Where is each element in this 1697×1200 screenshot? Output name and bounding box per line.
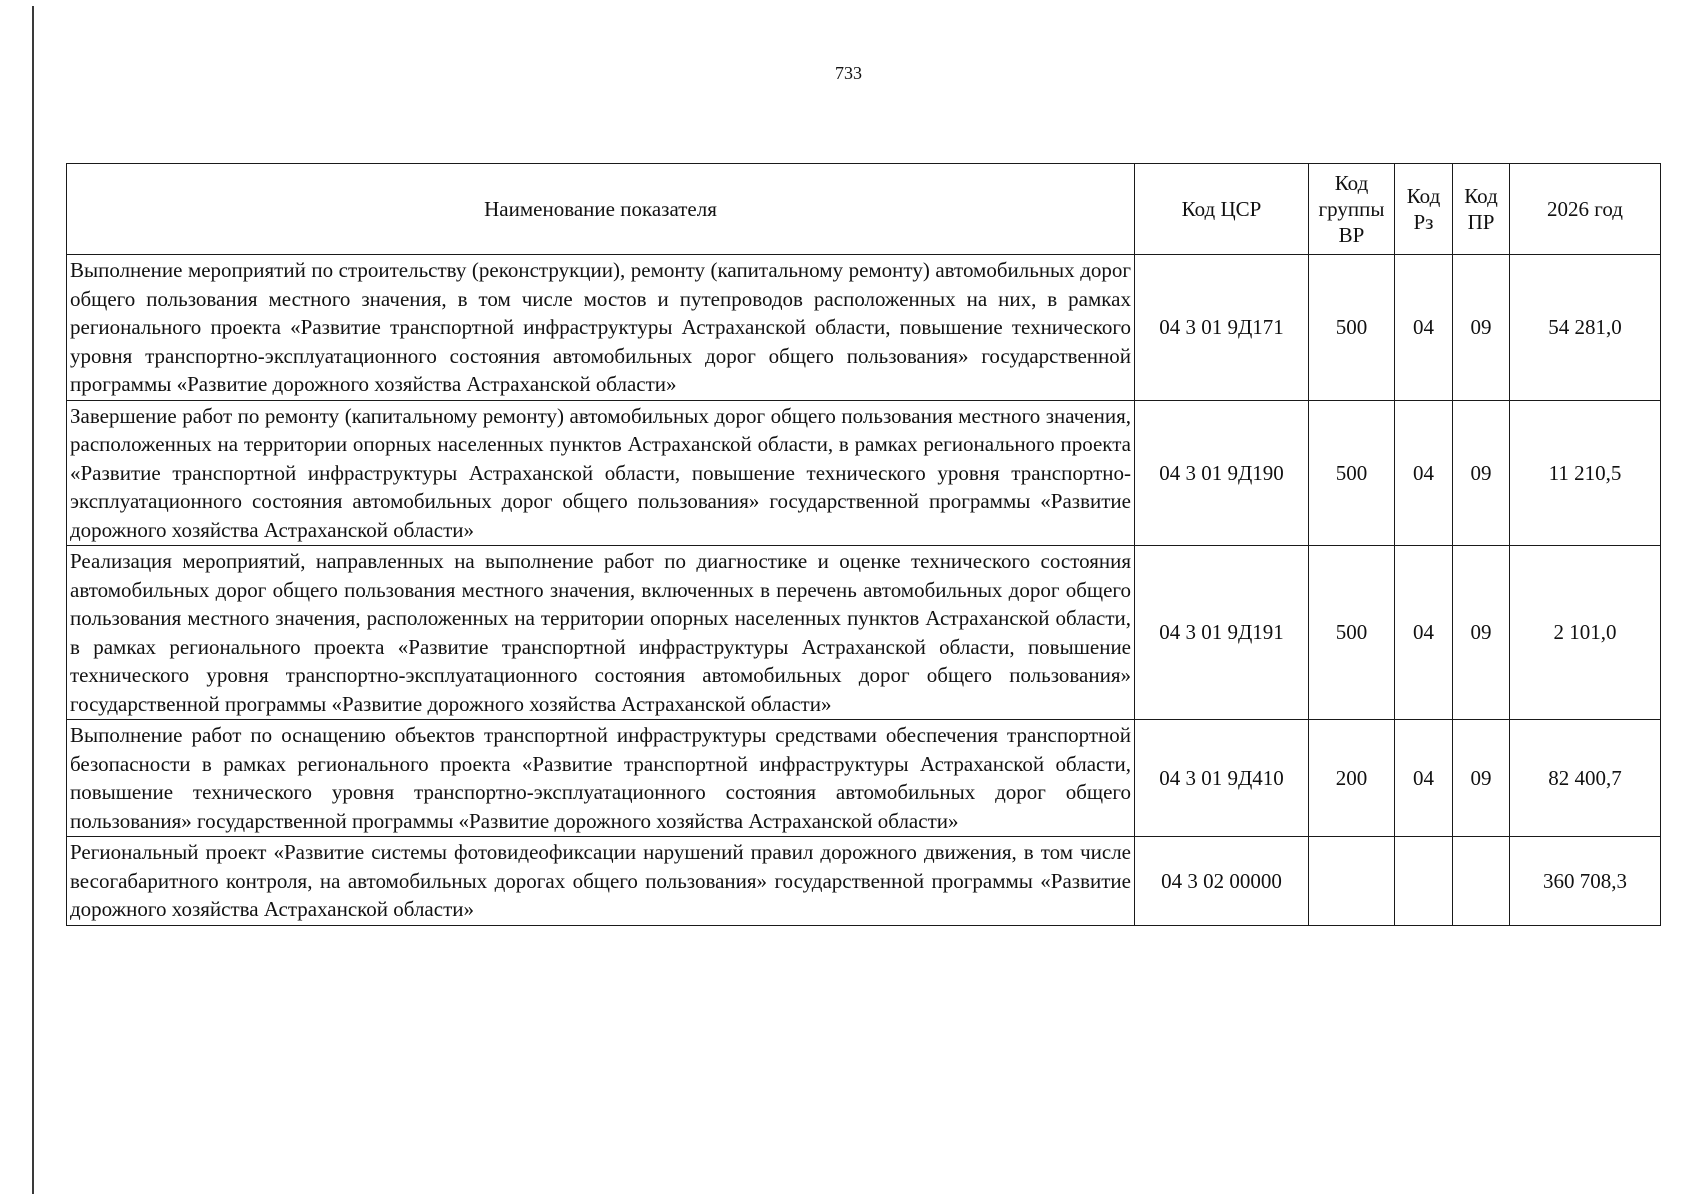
row-amount: 82 400,7 <box>1510 720 1661 837</box>
row-amount: 54 281,0 <box>1510 255 1661 401</box>
row-pr: 09 <box>1453 400 1510 546</box>
page-number: 733 <box>835 63 862 83</box>
row-csr: 04 3 01 9Д190 <box>1135 400 1309 546</box>
header-name: Наименование показателя <box>67 164 1135 255</box>
table-row <box>67 255 1661 401</box>
header-vr: Код группы ВР <box>1309 164 1395 255</box>
row-rz: 04 <box>1395 546 1453 720</box>
table-row <box>67 837 1661 926</box>
row-name: Завершение работ по ремонту (капитальному ремонту) автомобильных дорог общего пользования местного значения, расположенных на территории опорных населенных пунктов Астраханской области, в рамках регионального проекта «Развитие транспортной инфраструктуры Астраханской области, повышение технического уровня транспортно-эксплуатационного состояния автомобильных дорог общего пользования» государственной программы «Развитие дорожного хозяйства Астраханской области» <box>67 400 1135 546</box>
row-name: Реализация мероприятий, направленных на выполнение работ по диагностике и оценке технического состояния автомобильных дорог общего пользования местного значения, включенных в перечень автомобильных дорог общего пользования местного значения, расположенных на территории опорных населенных пунктов Астраханской области, в рамках регионального проекта «Развитие транспортной инфраструктуры Астраханской области, повышение технического уровня транспортно-эксплуатационного состояния автомобильных дорог общего пользования» государственной программы «Развитие дорожного хозяйства Астраханской области» <box>67 546 1135 720</box>
row-csr: 04 3 02 00000 <box>1135 837 1309 926</box>
budget-table <box>66 163 1661 926</box>
row-rz <box>1395 837 1453 926</box>
row-pr: 09 <box>1453 255 1510 401</box>
header-rz: Код Рз <box>1395 164 1453 255</box>
row-rz: 04 <box>1395 720 1453 837</box>
table-row <box>67 720 1661 837</box>
table-header <box>67 164 1661 255</box>
row-name: Региональный проект «Развитие системы фотовидеофиксации нарушений правил дорожного движения, в том числе весогабаритного контроля, на автомобильных дорогах общего пользования» государственной программы «Развитие дорожного хозяйства Астраханской области» <box>67 837 1135 926</box>
row-name: Выполнение мероприятий по строительству (реконструкции), ремонту (капитальному ремонту) автомобильных дорог общего пользования местного значения, в том числе мостов и путепроводов расположенных на них, в рамках регионального проекта «Развитие транспортной инфраструктуры Астраханской области, повышение технического уровня транспортно-эксплуатационного состояния автомобильных дорог общего пользования» государственной программы «Развитие дорожного хозяйства Астраханской области» <box>67 255 1135 401</box>
table-body <box>67 255 1661 926</box>
row-vr: 200 <box>1309 720 1395 837</box>
row-vr: 500 <box>1309 400 1395 546</box>
row-vr <box>1309 837 1395 926</box>
row-rz: 04 <box>1395 400 1453 546</box>
left-margin-rule <box>32 6 34 1194</box>
row-vr: 500 <box>1309 255 1395 401</box>
row-name: Выполнение работ по оснащению объектов транспортной инфраструктуры средствами обеспечения транспортной безопасности в рамках регионального проекта «Развитие транспортной инфраструктуры Астраханской области, повышение технического уровня транспортно-эксплуатационного состояния автомобильных дорог общего пользования» государственной программы «Развитие дорожного хозяйства Астраханской области» <box>67 720 1135 837</box>
row-csr: 04 3 01 9Д191 <box>1135 546 1309 720</box>
row-amount: 360 708,3 <box>1510 837 1661 926</box>
header-csr: Код ЦСР <box>1135 164 1309 255</box>
header-year: 2026 год <box>1510 164 1661 255</box>
row-pr: 09 <box>1453 546 1510 720</box>
row-vr: 500 <box>1309 546 1395 720</box>
header-pr: Код ПР <box>1453 164 1510 255</box>
table-row <box>67 400 1661 546</box>
header-row <box>67 164 1661 255</box>
row-amount: 11 210,5 <box>1510 400 1661 546</box>
row-rz: 04 <box>1395 255 1453 401</box>
row-pr: 09 <box>1453 720 1510 837</box>
row-amount: 2 101,0 <box>1510 546 1661 720</box>
row-csr: 04 3 01 9Д171 <box>1135 255 1309 401</box>
row-csr: 04 3 01 9Д410 <box>1135 720 1309 837</box>
row-pr <box>1453 837 1510 926</box>
table-row <box>67 546 1661 720</box>
